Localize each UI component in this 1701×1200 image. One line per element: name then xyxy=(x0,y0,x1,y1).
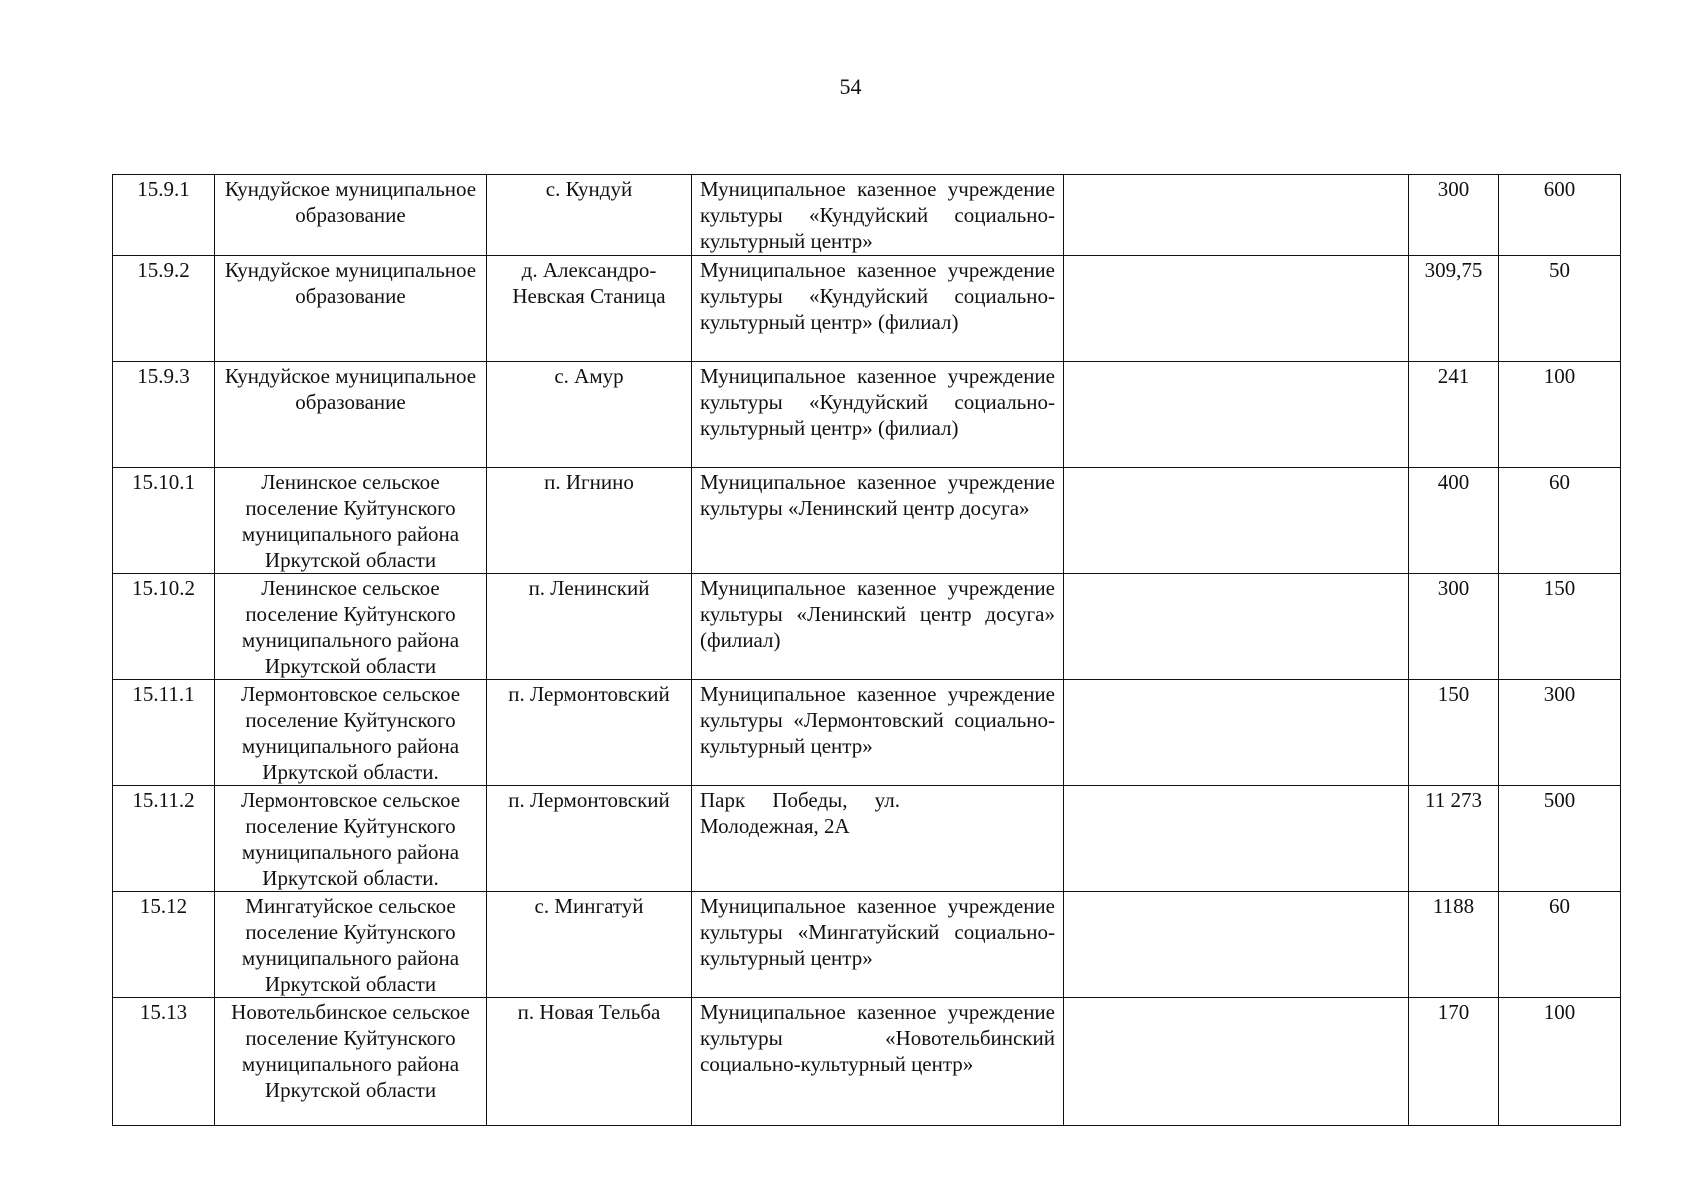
row-number: 15.13 xyxy=(113,998,215,1126)
value2-cell: 100 xyxy=(1499,998,1621,1126)
table-row xyxy=(113,786,1621,892)
institution-cell: Муниципальное казенное учреждение культуры «Лермонтовский социально-культурный центр» xyxy=(692,680,1064,786)
row-number: 15.10.2 xyxy=(113,574,215,680)
locality-cell: д. Александро-Невская Станица xyxy=(487,256,692,362)
table-row xyxy=(113,256,1621,362)
municipality-cell: Новотельбинское сельское поселение Куйтунского муниципального района Иркутской области xyxy=(215,998,487,1126)
value2-cell: 600 xyxy=(1499,175,1621,256)
table-row xyxy=(113,175,1621,256)
locality-cell: п. Новая Тельба xyxy=(487,998,692,1126)
locality-cell: п. Ленинский xyxy=(487,574,692,680)
notes-cell xyxy=(1064,574,1409,680)
municipality-cell: Лермонтовское сельское поселение Куйтунского муниципального района Иркутской области. xyxy=(215,680,487,786)
value1-cell: 1188 xyxy=(1409,892,1499,998)
notes-cell xyxy=(1064,998,1409,1126)
value1-cell: 241 xyxy=(1409,362,1499,468)
municipality-cell: Ленинское сельское поселение Куйтунского муниципального района Иркутской области xyxy=(215,468,487,574)
locality-cell: с. Амур xyxy=(487,362,692,468)
row-number: 15.9.3 xyxy=(113,362,215,468)
municipality-cell: Кундуйское муниципальное образование xyxy=(215,175,487,256)
value1-cell: 11 273 xyxy=(1409,786,1499,892)
value2-cell: 100 xyxy=(1499,362,1621,468)
table-row xyxy=(113,468,1621,574)
value1-cell: 400 xyxy=(1409,468,1499,574)
facilities-table xyxy=(112,174,1621,1126)
locality-cell: с. Кундуй xyxy=(487,175,692,256)
row-number: 15.9.2 xyxy=(113,256,215,362)
value2-cell: 60 xyxy=(1499,892,1621,998)
notes-cell xyxy=(1064,892,1409,998)
institution-cell: Муниципальное казенное учреждение культуры «Новотельбинский социально-культурный центр» xyxy=(692,998,1064,1126)
value2-cell: 150 xyxy=(1499,574,1621,680)
table-row xyxy=(113,574,1621,680)
value1-cell: 150 xyxy=(1409,680,1499,786)
institution-cell: Муниципальное казенное учреждение культуры «Кундуйский социально-культурный центр» (филиал) xyxy=(692,256,1064,362)
institution-cell xyxy=(692,786,1064,892)
row-number: 15.11.2 xyxy=(113,786,215,892)
institution-line: Парк Победы, ул. Молодежная, 2А xyxy=(700,788,900,838)
notes-cell xyxy=(1064,680,1409,786)
notes-cell xyxy=(1064,468,1409,574)
table-row xyxy=(113,892,1621,998)
municipality-cell: Мингатуйское сельское поселение Куйтунского муниципального района Иркутской области xyxy=(215,892,487,998)
locality-cell: п. Лермонтовский xyxy=(487,680,692,786)
notes-cell xyxy=(1064,256,1409,362)
value1-cell: 300 xyxy=(1409,175,1499,256)
locality-cell: п. Игнино xyxy=(487,468,692,574)
value1-cell: 300 xyxy=(1409,574,1499,680)
page-number: 54 xyxy=(839,74,862,99)
institution-cell: Муниципальное казенное учреждение культуры «Кундуйский социально-культурный центр» (филиал) xyxy=(692,362,1064,468)
value2-cell: 300 xyxy=(1499,680,1621,786)
municipality-cell: Кундуйское муниципальное образование xyxy=(215,256,487,362)
row-number: 15.12 xyxy=(113,892,215,998)
notes-cell xyxy=(1064,362,1409,468)
municipality-cell: Кундуйское муниципальное образование xyxy=(215,362,487,468)
institution-cell: Муниципальное казенное учреждение культуры «Кундуйский социально-культурный центр» xyxy=(692,175,1064,256)
table-row xyxy=(113,362,1621,468)
institution-cell: Муниципальное казенное учреждение культуры «Ленинский центр досуга» xyxy=(692,468,1064,574)
row-number: 15.10.1 xyxy=(113,468,215,574)
row-number: 15.9.1 xyxy=(113,175,215,256)
value1-cell: 170 xyxy=(1409,998,1499,1126)
row-number: 15.11.1 xyxy=(113,680,215,786)
value2-cell: 50 xyxy=(1499,256,1621,362)
notes-cell xyxy=(1064,175,1409,256)
institution-cell: Муниципальное казенное учреждение культуры «Ленинский центр досуга» (филиал) xyxy=(692,574,1064,680)
table-row xyxy=(113,998,1621,1126)
notes-cell xyxy=(1064,786,1409,892)
locality-cell: с. Мингатуй xyxy=(487,892,692,998)
municipality-cell: Лермонтовское сельское поселение Куйтунского муниципального района Иркутской области. xyxy=(215,786,487,892)
institution-cell: Муниципальное казенное учреждение культуры «Мингатуйский социально-культурный центр» xyxy=(692,892,1064,998)
value2-cell: 500 xyxy=(1499,786,1621,892)
locality-cell: п. Лермонтовский xyxy=(487,786,692,892)
table-row xyxy=(113,680,1621,786)
value2-cell: 60 xyxy=(1499,468,1621,574)
value1-cell: 309,75 xyxy=(1409,256,1499,362)
municipality-cell: Ленинское сельское поселение Куйтунского муниципального района Иркутской области xyxy=(215,574,487,680)
